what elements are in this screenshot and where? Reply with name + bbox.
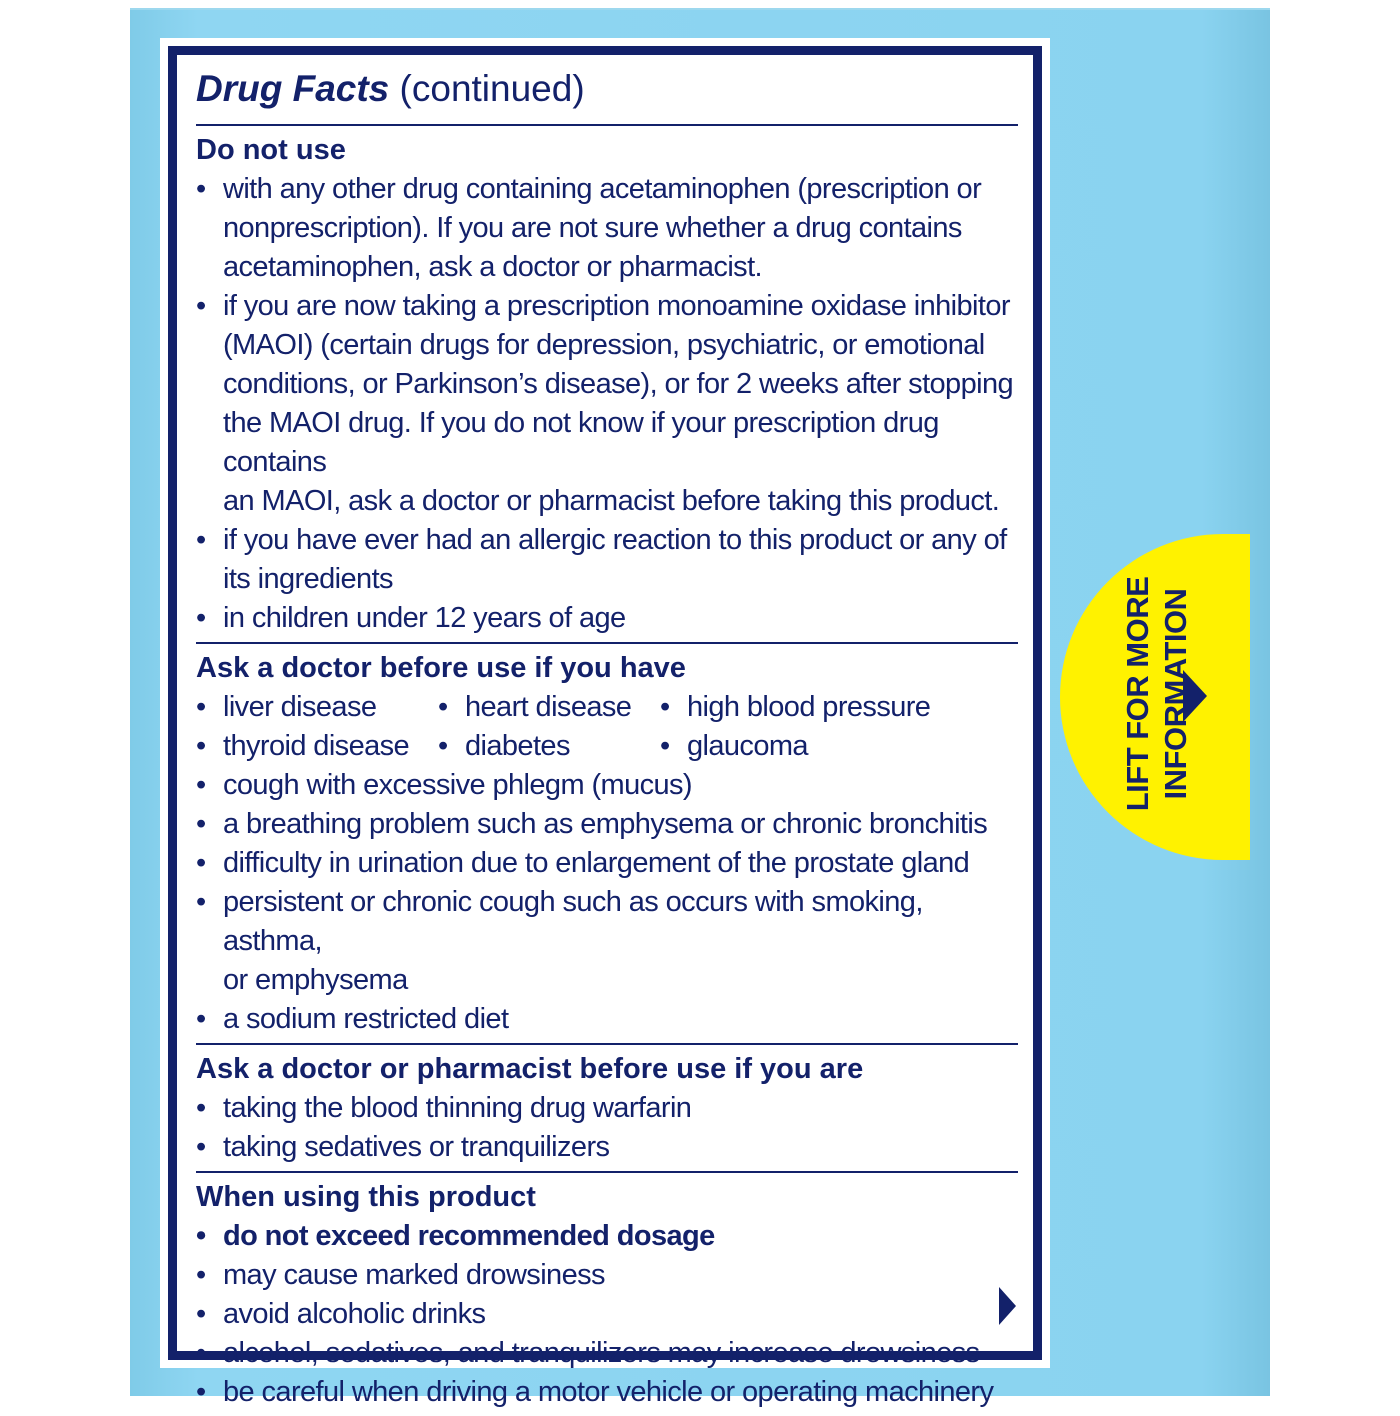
list-item-text: taking sedatives or tranquilizers [223,1131,610,1163]
list-item-text: may cause marked drowsiness [223,1259,605,1291]
bullet-icon: • [196,1337,206,1369]
list-item-text: nonprescription). If you are not sure whether a drug contains [223,212,962,244]
list-item-text: glaucoma [687,730,808,762]
bullet-icon: • [196,1092,206,1124]
section-heading: When using this product [196,1181,536,1213]
list-item-text: avoid alcoholic drinks [223,1298,486,1330]
list-item-text: difficulty in urination due to enlargement of the prostate gland [223,847,970,879]
list-item-text: cough with excessive phlegm (mucus) [223,769,692,801]
list-item-continuation [196,961,1018,1000]
list-item-text: in children under 12 years of age [223,602,626,634]
lift-tab-line-1: LIFT FOR MORE [1120,576,1155,812]
list-item-text: liver disease [223,691,377,723]
bullet-icon: • [196,1259,206,1291]
list-item-text: do not exceed recommended dosage [223,1220,715,1252]
bullet-icon: • [196,730,206,762]
list-item [196,1373,1018,1412]
list-item-text: diabetes [465,730,570,762]
list-item [196,521,1018,560]
list-item-continuation [196,209,1018,248]
list-item [196,170,1018,209]
bullet-icon: • [196,769,206,801]
list-item [660,688,930,727]
list-item [196,1128,1018,1167]
list-item [196,287,1018,326]
list-item-text: taking the blood thinning drug warfarin [223,1092,692,1124]
list-item [196,599,1018,638]
bullet-icon: • [660,730,670,762]
section-heading: Ask a doctor or pharmacist before use if you are [196,1053,864,1085]
section-do-not-use [196,126,1018,642]
bullet-icon: • [196,173,206,205]
list-item-continuation [196,560,1018,599]
list-item-text: if you have ever had an allergic reaction to this product or any of [223,524,1007,556]
list-item-text: (MAOI) (certain drugs for depression, psychiatric, or emotional [223,329,985,361]
drug-facts-content [196,64,1018,1416]
list-item [196,883,1018,961]
list-item-continuation [196,404,1018,482]
bullet-icon: • [438,730,448,762]
list-item-text: a sodium restricted diet [223,1003,509,1035]
list-item-text: thyroid disease [223,730,410,762]
panel-title [196,64,1018,114]
list-item [196,1217,1018,1256]
panel-title-rest: (continued) [389,68,585,109]
section-when-using [196,1173,1018,1416]
continue-arrow-icon [999,1287,1016,1325]
section-ask-doctor [196,644,1018,1043]
list-item [196,766,1018,805]
list-item [660,727,808,766]
bullet-icon: • [196,847,206,879]
list-item [196,844,1018,883]
list-item [196,805,1018,844]
list-item [196,688,376,727]
panel-title-bold: Drug Facts [196,68,390,109]
list-item-text: its ingredients [223,563,393,595]
list-item-continuation [196,248,1018,287]
condition-row [196,727,1018,766]
bullet-icon: • [196,524,206,556]
bullet-icon: • [196,808,206,840]
list-item-text: heart disease [465,691,632,723]
condition-row [196,688,1018,727]
list-item-text: conditions, or Parkinson’s disease), or for 2 weeks after stopping [223,368,1014,400]
section-heading: Ask a doctor before use if you have [196,652,686,684]
list-item [196,1334,1018,1373]
bullet-icon: • [196,886,206,918]
list-item-continuation [196,365,1018,404]
bullet-icon: • [196,1003,206,1035]
lift-arrow-icon [1183,670,1207,722]
list-item-text: acetaminophen, ask a doctor or pharmacist. [223,251,762,283]
bullet-icon: • [196,602,206,634]
list-item [196,1256,1018,1295]
list-item-text: an MAOI, ask a doctor or pharmacist before taking this product. [223,485,1000,517]
bullet-icon: • [196,1131,206,1163]
list-item-text: or emphysema [223,964,408,996]
list-item-text: with any other drug containing acetaminophen (prescription or [223,173,982,205]
bullet-icon: • [438,691,448,723]
bullet-icon: • [196,1298,206,1330]
list-item-text: a breathing problem such as emphysema or chronic bronchitis [223,808,988,840]
list-item [438,688,631,727]
list-item [196,1295,1018,1334]
list-item-text: high blood pressure [687,691,931,723]
section-heading: Do not use [196,134,346,166]
list-item-text: be careful when driving a motor vehicle or operating machinery [223,1376,994,1408]
lift-tab-line-2: INFORMATION [1158,588,1193,800]
list-item-text: persistent or chronic cough such as occurs with smoking, asthma, [223,886,923,957]
list-item [196,727,409,766]
bullet-icon: • [196,290,206,322]
section-ask-pharmacist [196,1045,1018,1171]
list-item-text: alcohol, sedatives, and tranquilizers may increase drowsiness [223,1337,980,1369]
list-item-text: the MAOI drug. If you do not know if your prescription drug contains [223,407,939,478]
list-item [196,1089,1018,1128]
list-item-continuation [196,482,1018,521]
bullet-icon: • [196,1220,206,1252]
list-item-text: if you are now taking a prescription monoamine oxidase inhibitor [223,290,1010,322]
bullet-icon: • [196,691,206,723]
list-item-continuation [196,326,1018,365]
list-item [196,1000,1018,1039]
bullet-icon: • [660,691,670,723]
list-item [438,727,570,766]
bullet-icon: • [196,1376,206,1408]
